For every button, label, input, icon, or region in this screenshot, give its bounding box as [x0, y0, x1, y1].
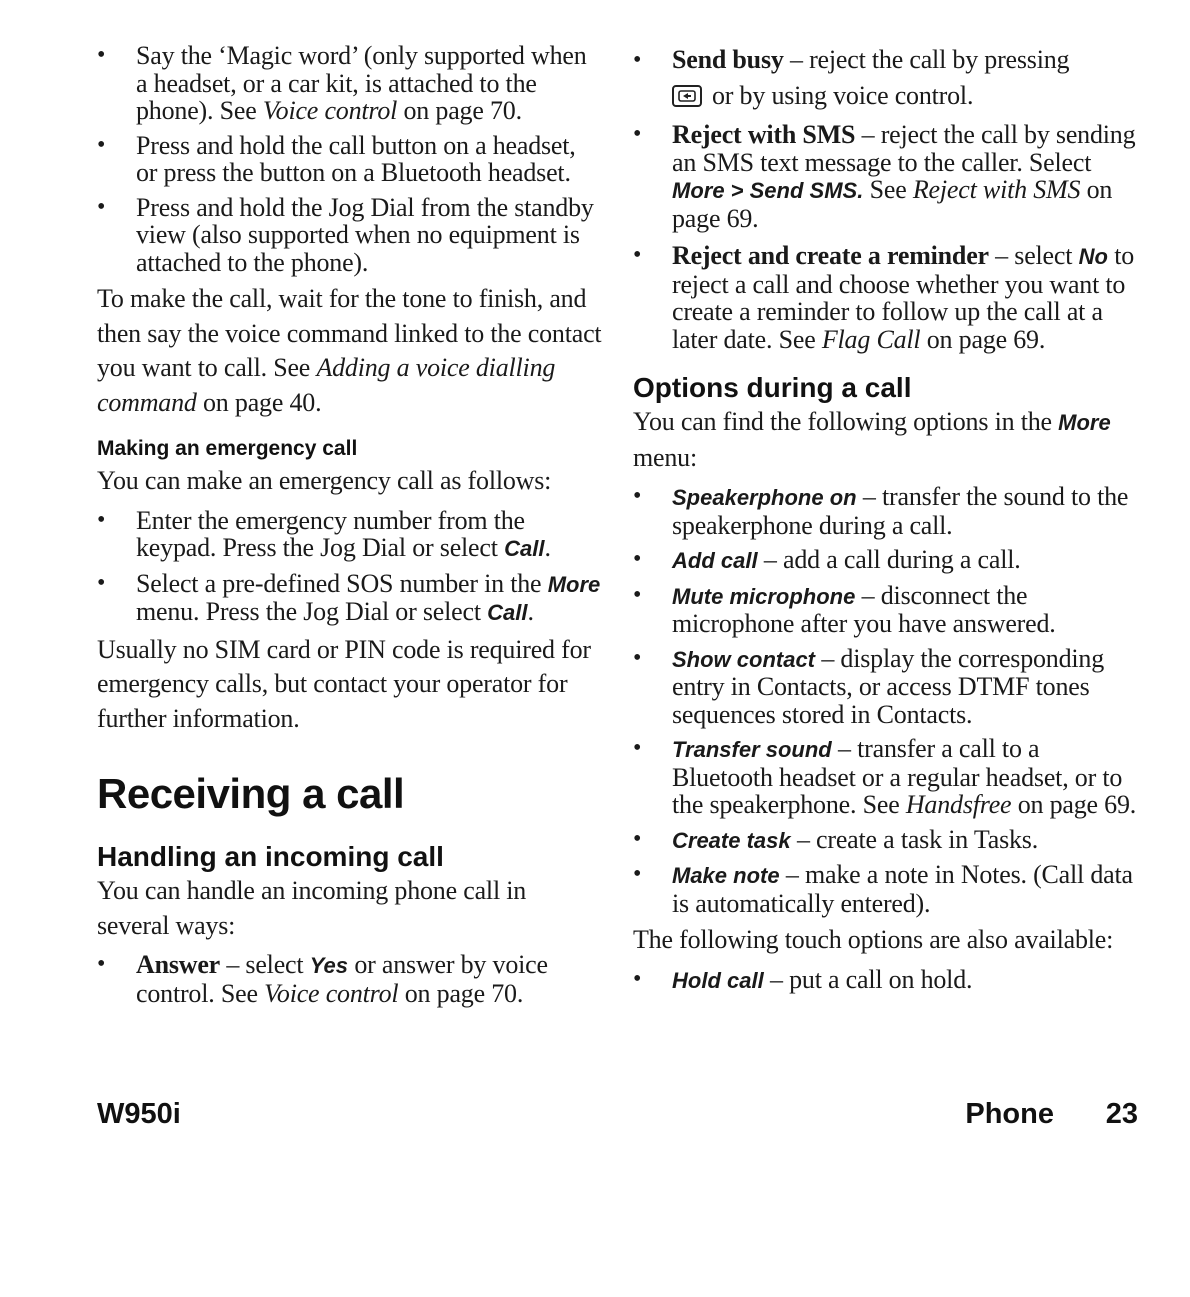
bullet: •	[633, 483, 642, 509]
bullet: •	[97, 506, 106, 533]
list-item: • Speakerphone on – transfer the sound to the speakerphone during a call.	[633, 482, 1129, 540]
bullet: •	[633, 735, 642, 761]
footer-model: W950i	[97, 1098, 181, 1130]
list-item: • Reject with SMS – reject the call by sending an SMS text message to the caller. Select More > Send SMS. See Reject with SMS on page 69.	[633, 120, 1136, 233]
list-item: • Create task – create a task in Tasks.	[633, 824, 1039, 854]
bullet: •	[633, 47, 642, 73]
options-during-call-heading: Options during a call	[633, 372, 912, 403]
touch-options-list	[633, 966, 1143, 995]
bullet: •	[633, 546, 642, 572]
left-column	[97, 42, 603, 1007]
term: Reject and create a reminder	[672, 241, 989, 270]
ui-label: Call	[504, 536, 545, 561]
bullet: •	[633, 825, 642, 852]
ui-label: Mute microphone	[672, 583, 856, 609]
page-footer	[97, 1098, 1140, 1138]
list-item: • Press and hold the Jog Dial from the standby view (also supported when no equipment is attached to the phone).	[97, 192, 594, 277]
list-item: • Mute microphone – disconnect the microphone after you have answered.	[633, 580, 1056, 638]
voice-command-paragraph: To make the call, wait for the tone to finish, and then say the voice command linked to the contact you want to call. See Adding a voice dialling command on page 40.	[97, 284, 602, 417]
emergency-intro: You can make an emergency call as follows:	[97, 466, 552, 495]
list-item: • Show contact – display the corresponding entry in Contacts, or access DTMF tones sequences stored in Contacts.	[633, 643, 1105, 729]
list-item: • Transfer sound – transfer a call to a Bluetooth headset or a regular headset, or to the speakerphone. See Handsfree on page 69.	[633, 734, 1137, 819]
term: Send busy	[672, 45, 784, 74]
back-key-icon	[672, 85, 702, 107]
bullet: •	[633, 644, 642, 671]
options-intro: You can find the following options in the More menu:	[633, 407, 1111, 472]
list-item: • Make note – make a note in Notes. (Call data is automatically entered).	[633, 860, 1133, 918]
term: Reject with SMS	[672, 120, 856, 149]
list-item: • Press and hold the call button on a headset, or press the button on a Bluetooth headset.	[97, 130, 576, 187]
list-item: • Add call – add a call during a call.	[633, 545, 1021, 574]
list-item: • Reject and create a reminder – select No to reject a call and choose whether you want to create a reminder to follow up the call at a later date. See Flag Call on page 69.	[633, 241, 1135, 354]
reject-options-list	[633, 42, 1143, 353]
bullet: •	[97, 42, 106, 68]
bullet: •	[633, 965, 642, 992]
cross-reference: Reject with SMS	[912, 175, 1081, 204]
list-item: • Answer – select Yes or answer by voice control. See Voice control on page 70.	[97, 950, 548, 1008]
chapter-title: Receiving a call	[97, 770, 405, 817]
ui-label: Speakerphone on	[672, 485, 857, 510]
voice-dial-methods-list	[97, 42, 603, 276]
touch-options-intro: The following touch options are also available:	[633, 925, 1114, 954]
emergency-call-heading: Making an emergency call	[97, 437, 358, 460]
bullet: •	[633, 581, 642, 608]
ui-label: Add call	[672, 548, 758, 573]
cross-reference: Voice control	[264, 978, 399, 1008]
ui-label: Call	[487, 600, 528, 625]
list-item: • Enter the emergency number from the keypad. Press the Jog Dial or select Call.	[97, 505, 551, 562]
emergency-steps-list	[97, 507, 603, 627]
cross-reference: Voice control	[262, 96, 398, 125]
cross-reference: Adding a voice dialling command	[97, 353, 556, 417]
incoming-call-heading: Handling an incoming call	[97, 841, 444, 872]
ui-label: Make note	[672, 863, 780, 888]
bullet: •	[633, 242, 642, 268]
incoming-intro: You can handle an incoming phone call in several ways:	[97, 876, 527, 940]
list-item: • Say the ‘Magic word’ (only supported when a headset, or a car kit, is attached to the phone). See Voice control on page 70.	[97, 41, 587, 125]
term: Answer	[136, 950, 221, 979]
list-item: • Hold call – put a call on hold.	[633, 964, 973, 994]
ui-label: More	[547, 571, 601, 597]
ui-label: No	[1078, 244, 1108, 269]
cross-reference: Handsfree	[905, 790, 1012, 819]
list-item: • Send busy – reject the call by pressing or by using voice control.	[633, 42, 1143, 114]
incoming-options-list	[97, 951, 603, 1007]
ui-label: More > Send SMS.	[672, 178, 864, 203]
cross-reference: Flag Call	[821, 324, 921, 354]
page-number: 23	[1105, 1098, 1138, 1130]
bullet: •	[97, 951, 106, 977]
right-column	[633, 42, 1143, 994]
in-call-options-list	[633, 483, 1143, 917]
bullet: •	[97, 131, 106, 158]
list-item: • Select a pre-defined SOS number in the More menu. Press the Jog Dial or select Call.	[97, 568, 601, 626]
bullet: •	[97, 569, 106, 596]
ui-label: Hold call	[672, 967, 764, 993]
ui-label: Yes	[309, 953, 349, 978]
bullet: •	[633, 121, 642, 147]
emergency-note-paragraph: Usually no SIM card or PIN code is required for emergency calls, but contact your operator for further information.	[97, 634, 591, 733]
ui-label: More	[1058, 410, 1111, 435]
ui-label: Show contact	[672, 646, 816, 672]
ui-label: Create task	[672, 827, 791, 853]
bullet: •	[97, 193, 106, 220]
bullet: •	[633, 861, 642, 887]
footer-section: Phone	[965, 1098, 1054, 1130]
ui-label: Transfer sound	[672, 737, 832, 762]
